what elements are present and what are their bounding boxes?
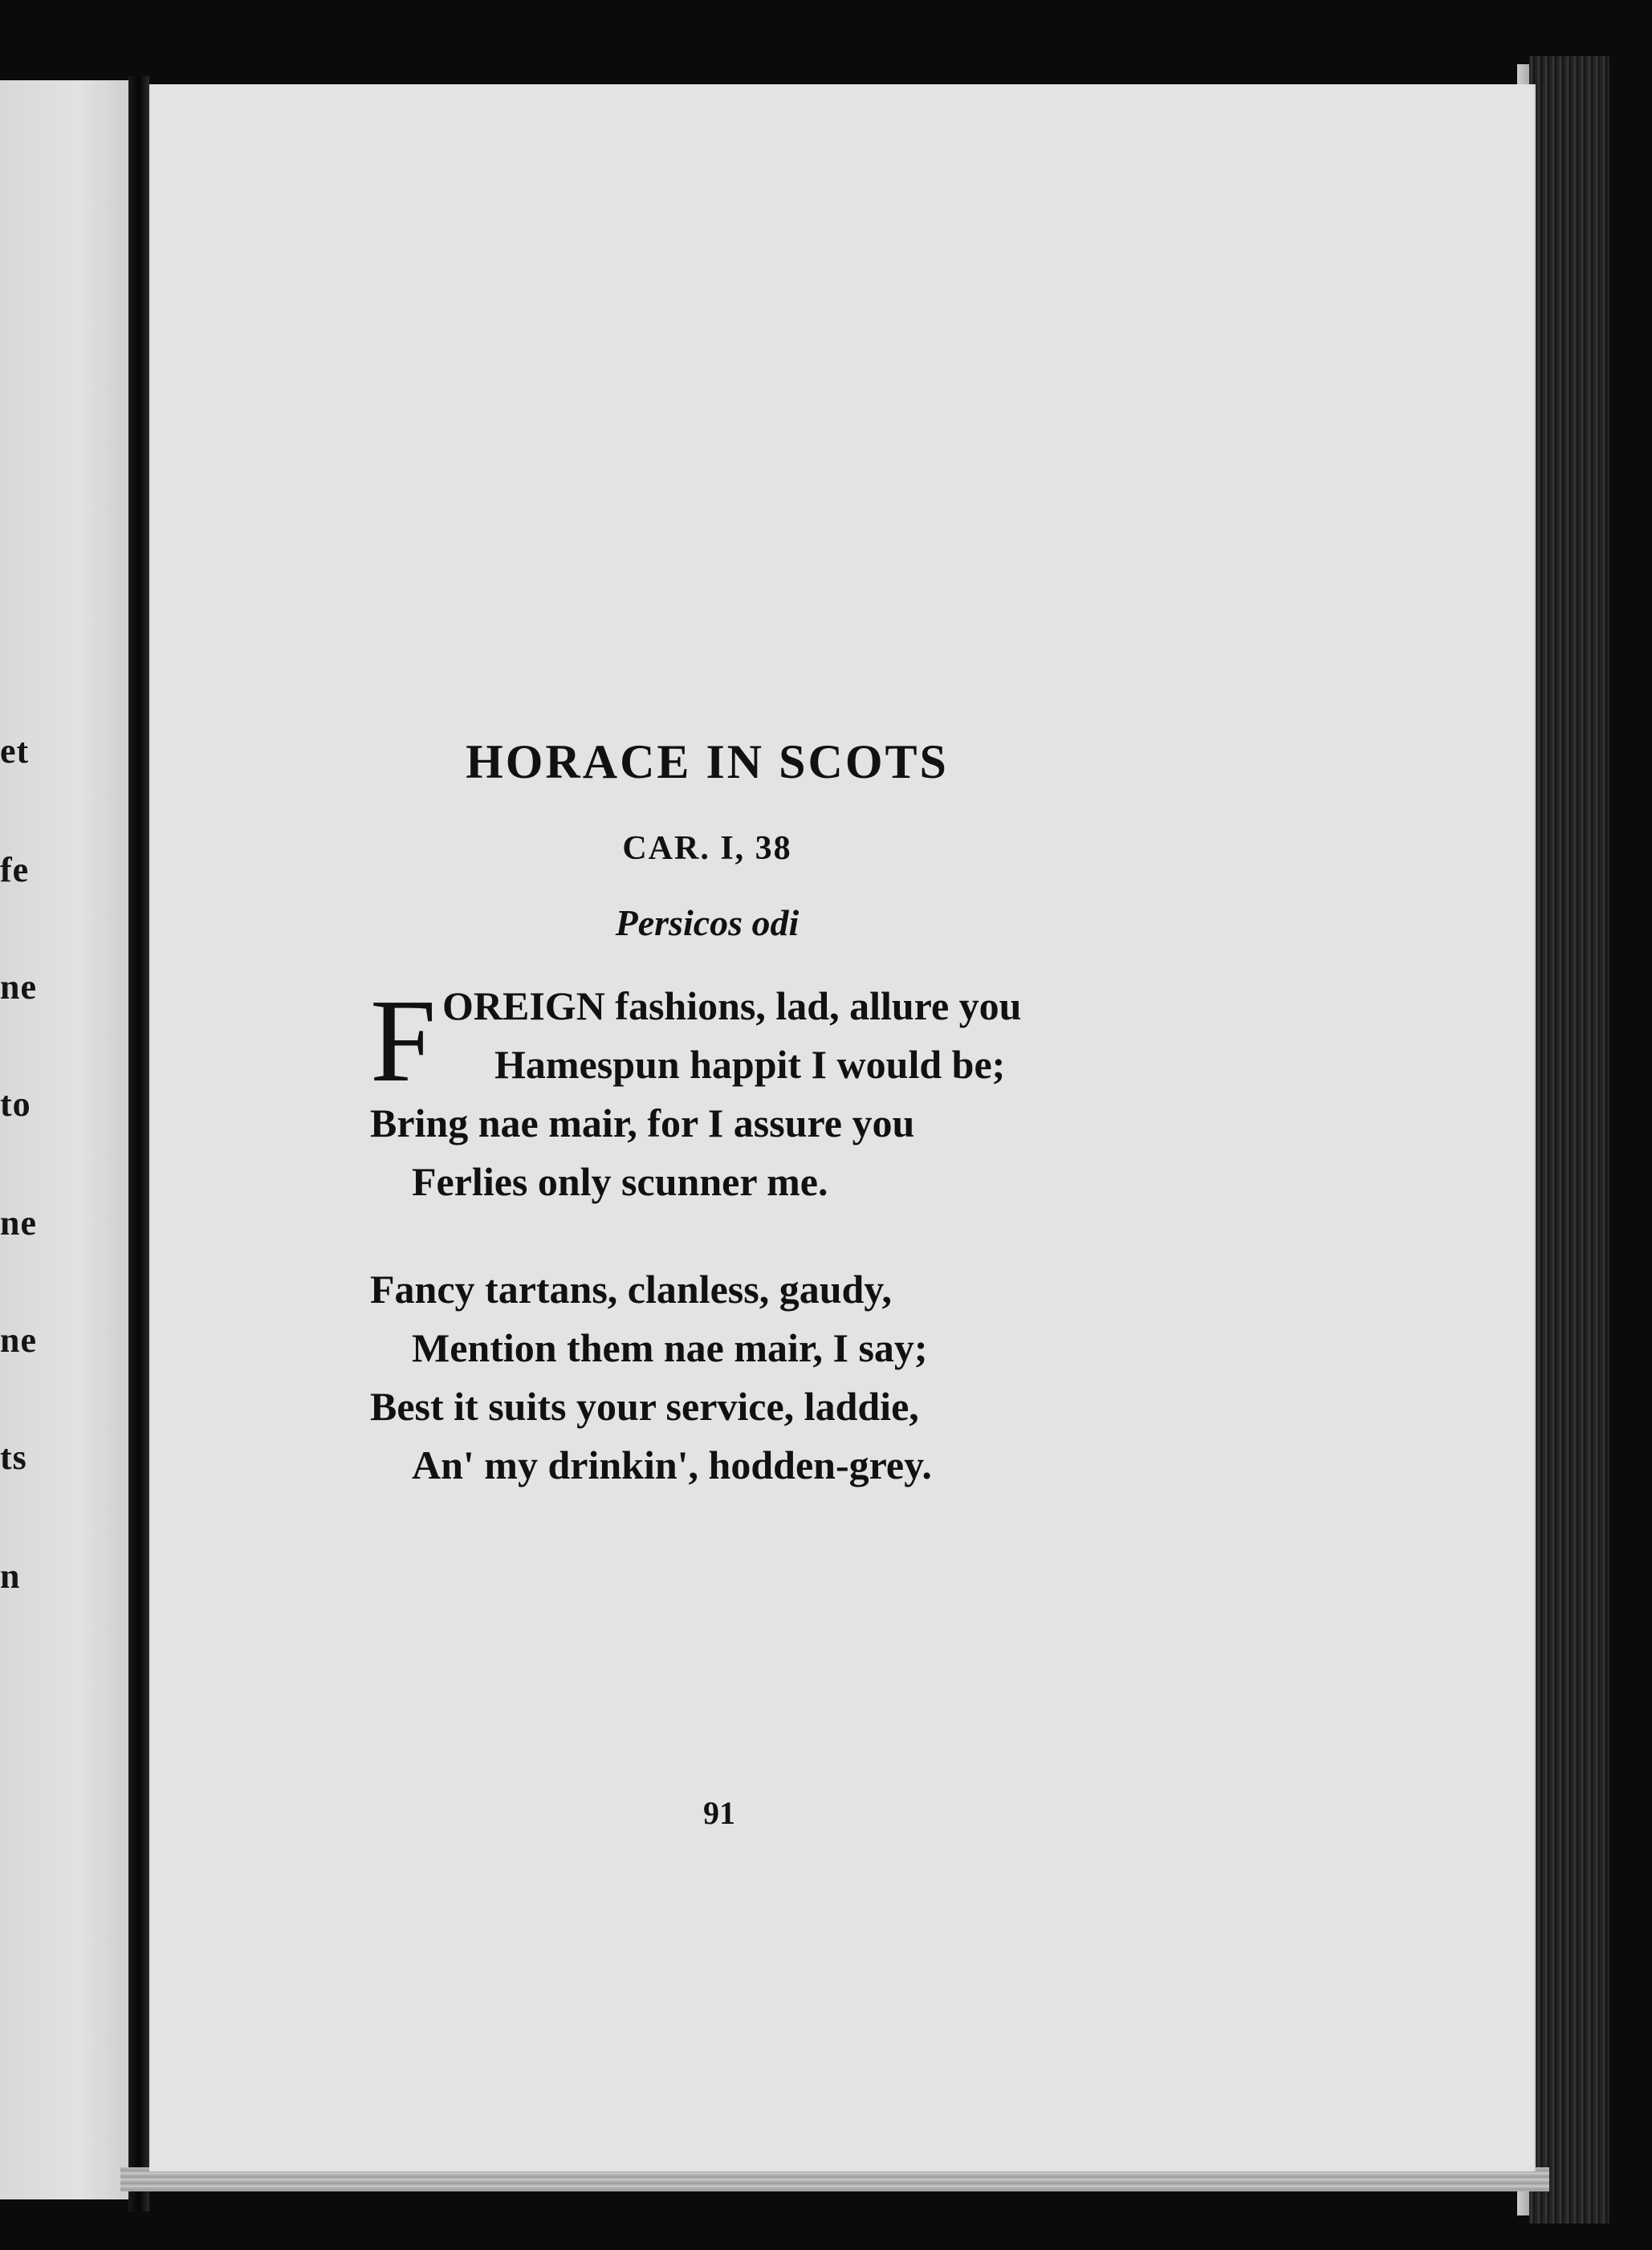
book-page [149,84,1536,2171]
verse-line: Ferlies only scunner me. [412,1159,828,1204]
verse-line: Fancy tartans, clanless, gaudy, [370,1267,893,1312]
facing-page-text-fragment: n [0,1556,21,1596]
poem-incipit: Persicos odi [615,902,800,943]
verse-line: Hamespun happit I would be; [494,1042,1006,1087]
verse-line: Best it suits your service, laddie, [370,1384,919,1429]
facing-page-text-fragment: fe [0,850,30,889]
stanza-2 [370,1260,932,1495]
facing-page-text-fragment: ts [0,1438,27,1477]
poem-reference: CAR. I, 38 [622,830,792,867]
facing-page-text-fragment: ne [0,967,37,1007]
facing-page-text-fragment: ne [0,1203,37,1243]
facing-page-fragment [0,80,130,2199]
verse-line: Mention them nae mair, I say; [412,1325,928,1370]
page-stack-edge [1529,56,1609,2224]
verse-line: An' my drinkin', hodden-grey. [412,1442,932,1487]
page-title: HORACE IN SCOTS [466,735,949,788]
book-gutter [128,76,149,2211]
facing-page-text-fragment: ne [0,1320,37,1360]
facing-page-text-fragment: et [0,731,30,771]
page-number: 91 [703,1795,735,1831]
stanza-1 [370,977,1021,1211]
drop-cap: F [370,975,437,1107]
verse-line: Bring nae mair, for I assure you [370,1101,915,1145]
facing-page-text-fragment: to [0,1084,31,1124]
verse-line: OREIGN fashions, lad, allure you [442,983,1022,1028]
